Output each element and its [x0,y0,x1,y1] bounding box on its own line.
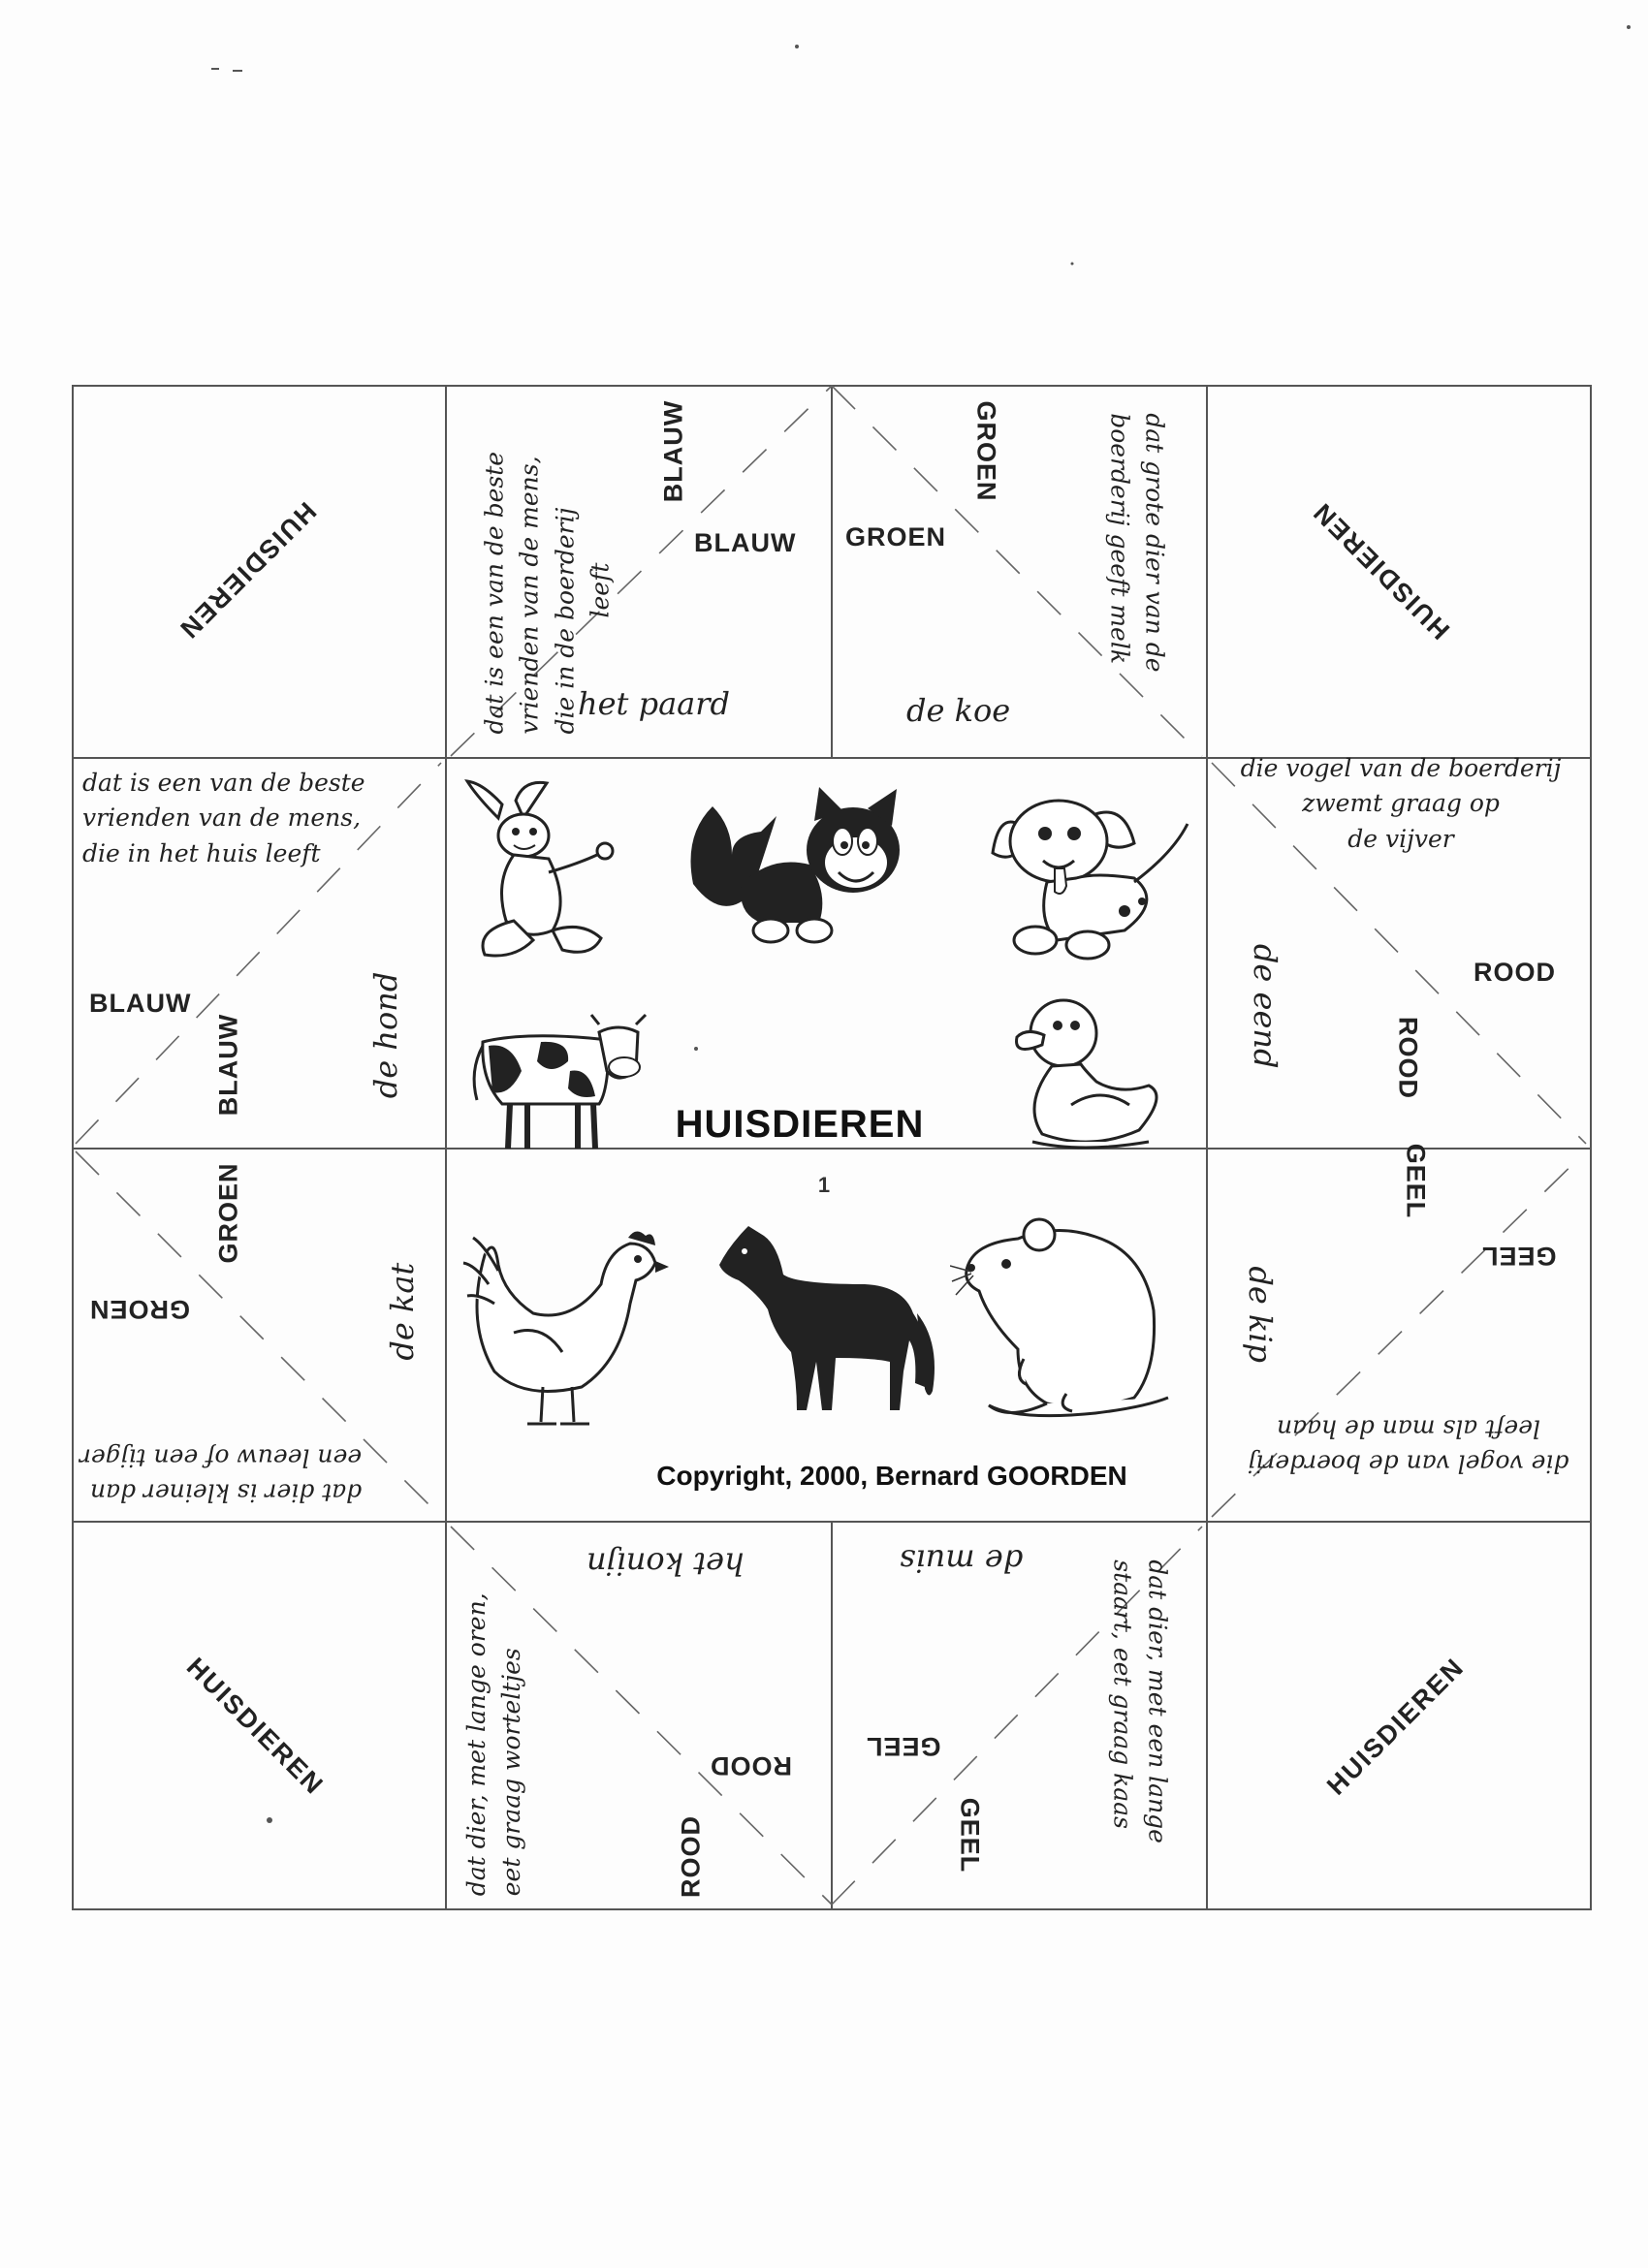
color-label-yellow-bottom: GEEL [866,1732,941,1761]
horse-riddle-line-4: leeft [586,562,615,618]
horse-riddle-line-3: die in de boerderij [551,507,579,735]
dog-name: de hond [366,971,404,1099]
page-title: HUISDIEREN [675,1103,925,1146]
corner-label-top-right: HUISDIEREN [1307,496,1456,646]
hen-riddle-line-2: leeft als man de haan [1277,1414,1540,1443]
copyright-notice: Copyright, 2000, Bernard GOORDEN [656,1461,1127,1491]
color-label-yellow-right: GEEL [1481,1242,1557,1271]
cow-riddle-line-1: dat grote dier van de [1140,413,1169,673]
color-label-yellow-right-vertical: GEEL [1401,1143,1431,1219]
cat-name: de kat [383,1262,421,1361]
duck-riddle-line-1: die vogel van de boerderij [1240,754,1562,782]
duck-name: de eend [1247,943,1284,1069]
mouse-riddle-line-2: staart, eet graag kaas [1108,1559,1136,1829]
color-label-red-bottom: ROOD [710,1751,792,1780]
dog-riddle-line-2: vrienden van de mens, [82,803,362,833]
color-label-red-right: ROOD [1474,958,1556,987]
corner-label-bottom-right: HUISDIEREN [1321,1652,1471,1801]
color-label-yellow-bottom-vertical: GEEL [955,1797,985,1874]
dog-riddle-line-3: die in het huis leeft [82,838,321,867]
corner-label-bottom-left: HUISDIEREN [180,1652,330,1801]
cow-name: de koe [906,692,1011,729]
color-label-blue: BLAUW [694,528,797,557]
rabbit-riddle-line-1: dat dier, met lange oren, [461,1592,491,1897]
duck-riddle-line-3: de vijver [1347,824,1454,853]
color-label-red-bottom-vertical: ROOD [676,1815,706,1898]
corner-label-top-left: HUISDIEREN [173,496,322,646]
rabbit-name: het konijn [586,1545,745,1583]
color-label-green-vertical: GROEN [971,400,1001,502]
color-label-green: GROEN [845,522,947,551]
hen-riddle-line-1: die vogel van de boerderij [1248,1449,1569,1478]
cat-riddle-line-1: dat dier is kleiner dan [90,1478,363,1507]
horse-name: het paard [578,685,730,722]
rabbit-riddle-line-2: eet graag worteltjes [497,1648,525,1897]
cow-riddle-line-2: boerderij geeft melk [1105,413,1133,664]
color-label-blue-left-vertical: BLAUW [213,1013,243,1117]
color-label-green-left-vertical: GROEN [213,1162,243,1264]
horse-riddle-line-1: dat is een van de beste [480,451,509,735]
cat-riddle-line-2: een leeuw of een tijger [79,1443,363,1472]
horse-riddle-line-2: vrienden van de mens, [515,456,544,735]
color-label-blue-left: BLAUW [89,989,192,1018]
color-label-red-right-vertical: ROOD [1393,1017,1423,1099]
mouse-name: de muis [900,1542,1024,1580]
color-label-green-left: GROEN [89,1295,191,1324]
dog-riddle-line-1: dat is een van de beste [82,769,365,797]
color-label-blue-vertical: BLAUW [658,399,688,503]
page-number: 1 [817,1173,831,1197]
hen-name: de kip [1242,1266,1280,1364]
mouse-riddle-line-1: dat dier, met een lange [1143,1559,1172,1843]
duck-riddle-line-2: zwemt graag op [1302,789,1500,818]
